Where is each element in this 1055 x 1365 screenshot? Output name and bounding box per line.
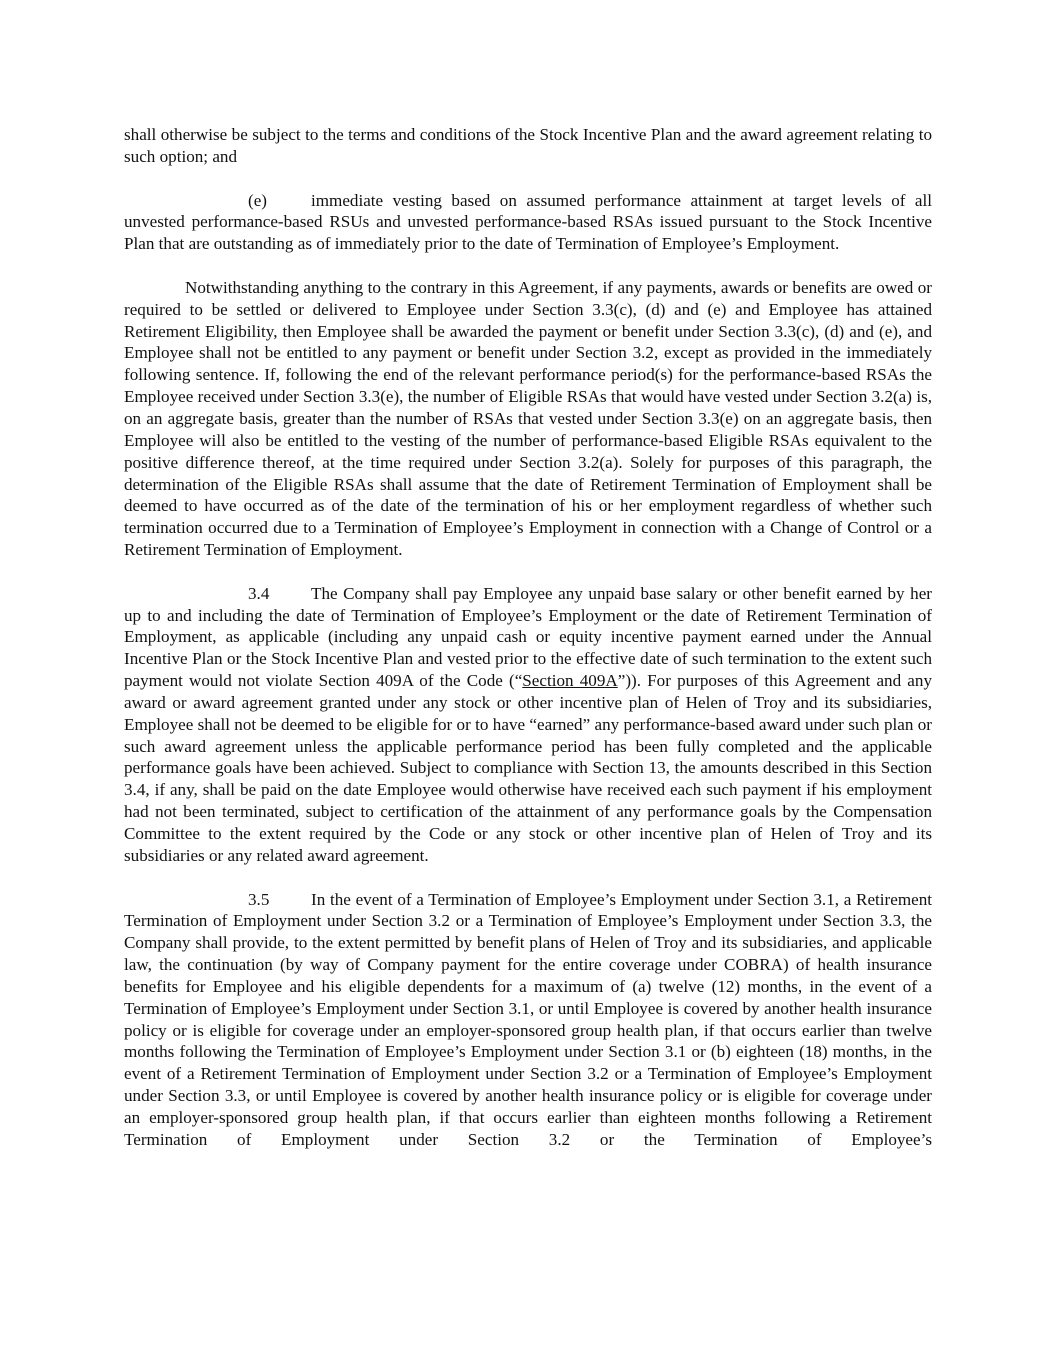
item-e-text: immediate vesting based on assumed performance attainment at target levels of all unvested performance-based RSUs and unvested performance-based RSAs issued pursuant to the Stock Incentive Plan that are outstanding as of immediately prior to the date of Termination of Employee’s Employment. xyxy=(124,190,932,254)
section-3-4 xyxy=(124,583,932,867)
section-3-4-text-before: The Company shall pay Employee any unpaid base salary or other benefit earned by her up to and including the date of Termination of Employee’s Employment or the date of Retirement Termination of Employment, as applicable (including any unpaid cash or equity incentive payment earned under the Annual Incentive Plan or the Stock Incentive Plan and vested prior to the effective date of such termination to the extent such payment would not violate Section 409A of the Code (“ xyxy=(124,583,932,691)
document-page xyxy=(124,124,932,1173)
section-3-5-text: In the event of a Termination of Employee’s Employment under Section 3.1, a Retirement Termination of Employment under Section 3.2 or a Termination of Employee’s Employment under Section 3.3, the Company shall provide, to the extent permitted by benefit plans of Helen of Troy and its subsidiaries, and applicable law, the continuation (by way of Company payment for the entire coverage under COBRA) of health insurance benefits for Employee and his eligible dependents for a maximum of (a) twelve (12) months, in the event of a Termination of Employee’s Employment under Section 3.1, or until Employee is covered by another health insurance policy or is eligible for coverage under an employer-sponsored group health plan, if that occurs earlier than twelve months following the Termination of Employee’s Employment under Section 3.1 or (b) eighteen (18) months, in the event of a Retirement Termination of Employment under Section 3.2 or a Termination of Employee’s Employment under Section 3.3, or until Employee is covered by another health insurance policy or is eligible for coverage under an employer-sponsored group health plan, if that occurs earlier than eighteen months following a Retirement Termination of Employment under Section 3.2 or the Termination of Employee’s xyxy=(124,889,932,1149)
section-3-5-number: 3.5 xyxy=(248,889,270,909)
section-3-5 xyxy=(124,889,932,1151)
item-e-number: (e) xyxy=(248,190,267,210)
paragraph-continuation: shall otherwise be subject to the terms and conditions of the Stock Incentive Plan and the award agreement relating to such option; and xyxy=(124,125,932,166)
section-3-4-text-after: ”)). For purposes of this Agreement and any award or award agreement granted under any stock or other incentive plan of Helen of Troy and its subsidiaries, Employee shall not be deemed to be eligible for or to have “earned” any performance-based award under such plan or such award agreement unless the applicable performance period has been fully completed and the applicable performance goals have been achieved. Subject to compliance with Section 13, the amounts described in this Section 3.4, if any, shall be paid on the date Employee would otherwise have received each such payment if his employment had not been terminated, subject to certification of the attainment of any performance goals by the Compensation Committee to the extent required by the Code or any stock or other incentive plan of Helen of Troy and its subsidiaries or any related award agreement. xyxy=(124,671,932,865)
section-409a-defined-term: Section 409A xyxy=(522,671,618,691)
paragraph-notwithstanding: Notwithstanding anything to the contrary in this Agreement, if any payments, awards or benefits are owed or required to be settled or delivered to Employee under Section 3.3(c), (d) and (e) and Employee has attained Retirement Eligibility, then Employee shall be awarded the payment or benefit under Section 3.3(c), (d) and (e), and Employee shall not be entitled to any payment or benefit under Section 3.2, except as provided in the immediately following sentence. If, following the end of the relevant performance period(s) for the performance-based RSAs the Employee received under Section 3.3(e), the number of Eligible RSAs that would have vested under Section 3.2(a) is, on an aggregate basis, greater than the number of RSAs that vested under Section 3.3(e) on an aggregate basis, then Employee will also be entitled to the vesting of the number of performance-based Eligible RSAs equivalent to the positive difference thereof, at the time required under Section 3.2(a). Solely for purposes of this paragraph, the determination of the Eligible RSAs shall assume that the date of Retirement Termination of Employment shall be deemed to have occurred as of the date of the termination of his or her employment regardless of whether such termination occurred due to a Termination of Employee’s Employment in connection with a Change of Control or a Retirement Termination of Employment. xyxy=(124,277,932,560)
paragraph-item-e xyxy=(124,190,932,256)
section-3-4-number: 3.4 xyxy=(248,583,270,603)
